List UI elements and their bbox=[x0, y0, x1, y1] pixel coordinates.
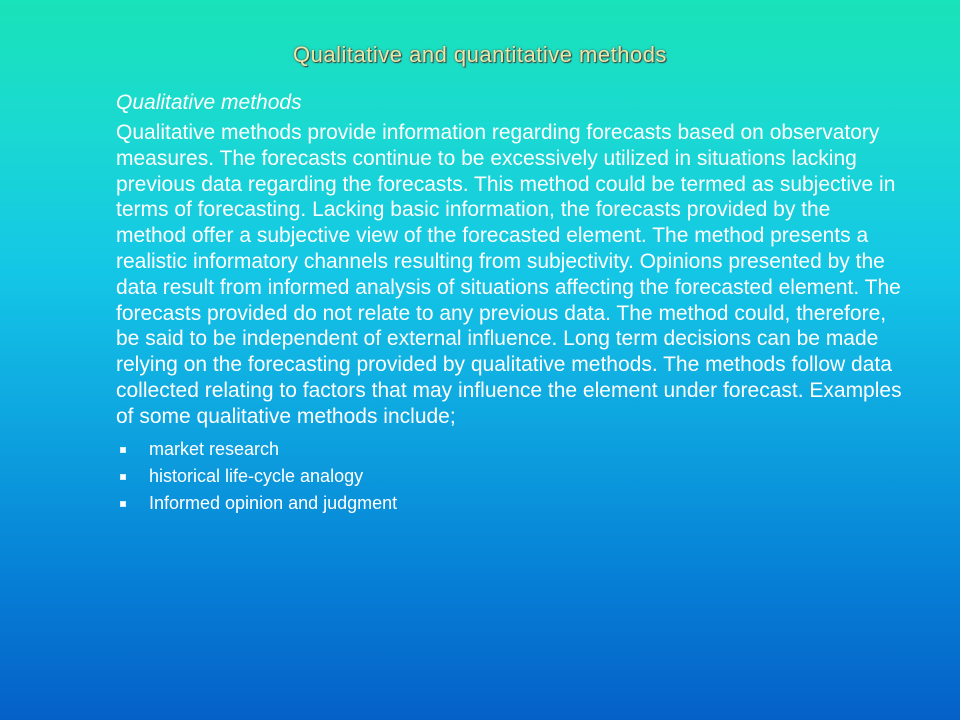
bullet-item-informed-opinion bbox=[116, 490, 916, 517]
square-bullet-icon bbox=[120, 447, 126, 453]
bullet-list bbox=[116, 436, 916, 517]
bullet-text: market research bbox=[149, 438, 280, 459]
bullet-item-market-research bbox=[116, 436, 916, 463]
bullet-text: Informed opinion and judgment bbox=[149, 492, 398, 513]
body-paragraph: Qualitative methods provide information regarding forecasts based on observatory measures. The forecasts continue to be excessively utilized in situations lacking previous data regarding the forecasts. This method could be termed as subjective in terms of forecasting. Lacking basic information, the forecasts provided by the method offer a subjective view of the forecasted element. The method presents a realistic informatory channels resulting from subjectivity. Opinions presented by the data result from informed analysis of situations affecting the forecasted element. The forecasts provided do not relate to any previous data. The method could, therefore, be said to be independent of external influence. Long term decisions can be made relying on the forecasting provided by qualitative methods. The methods follow data collected relating to factors that may influence the element under forecast. Examples of some qualitative methods include; bbox=[116, 121, 902, 428]
slide-content bbox=[116, 90, 916, 517]
square-bullet-icon bbox=[120, 501, 126, 507]
slide-title: Qualitative and quantitative methods bbox=[293, 42, 667, 67]
section-subheading: Qualitative methods bbox=[116, 91, 302, 114]
bullet-item-life-cycle-analogy bbox=[116, 463, 916, 490]
bullet-text: historical life-cycle analogy bbox=[149, 465, 364, 486]
square-bullet-icon bbox=[120, 474, 126, 480]
